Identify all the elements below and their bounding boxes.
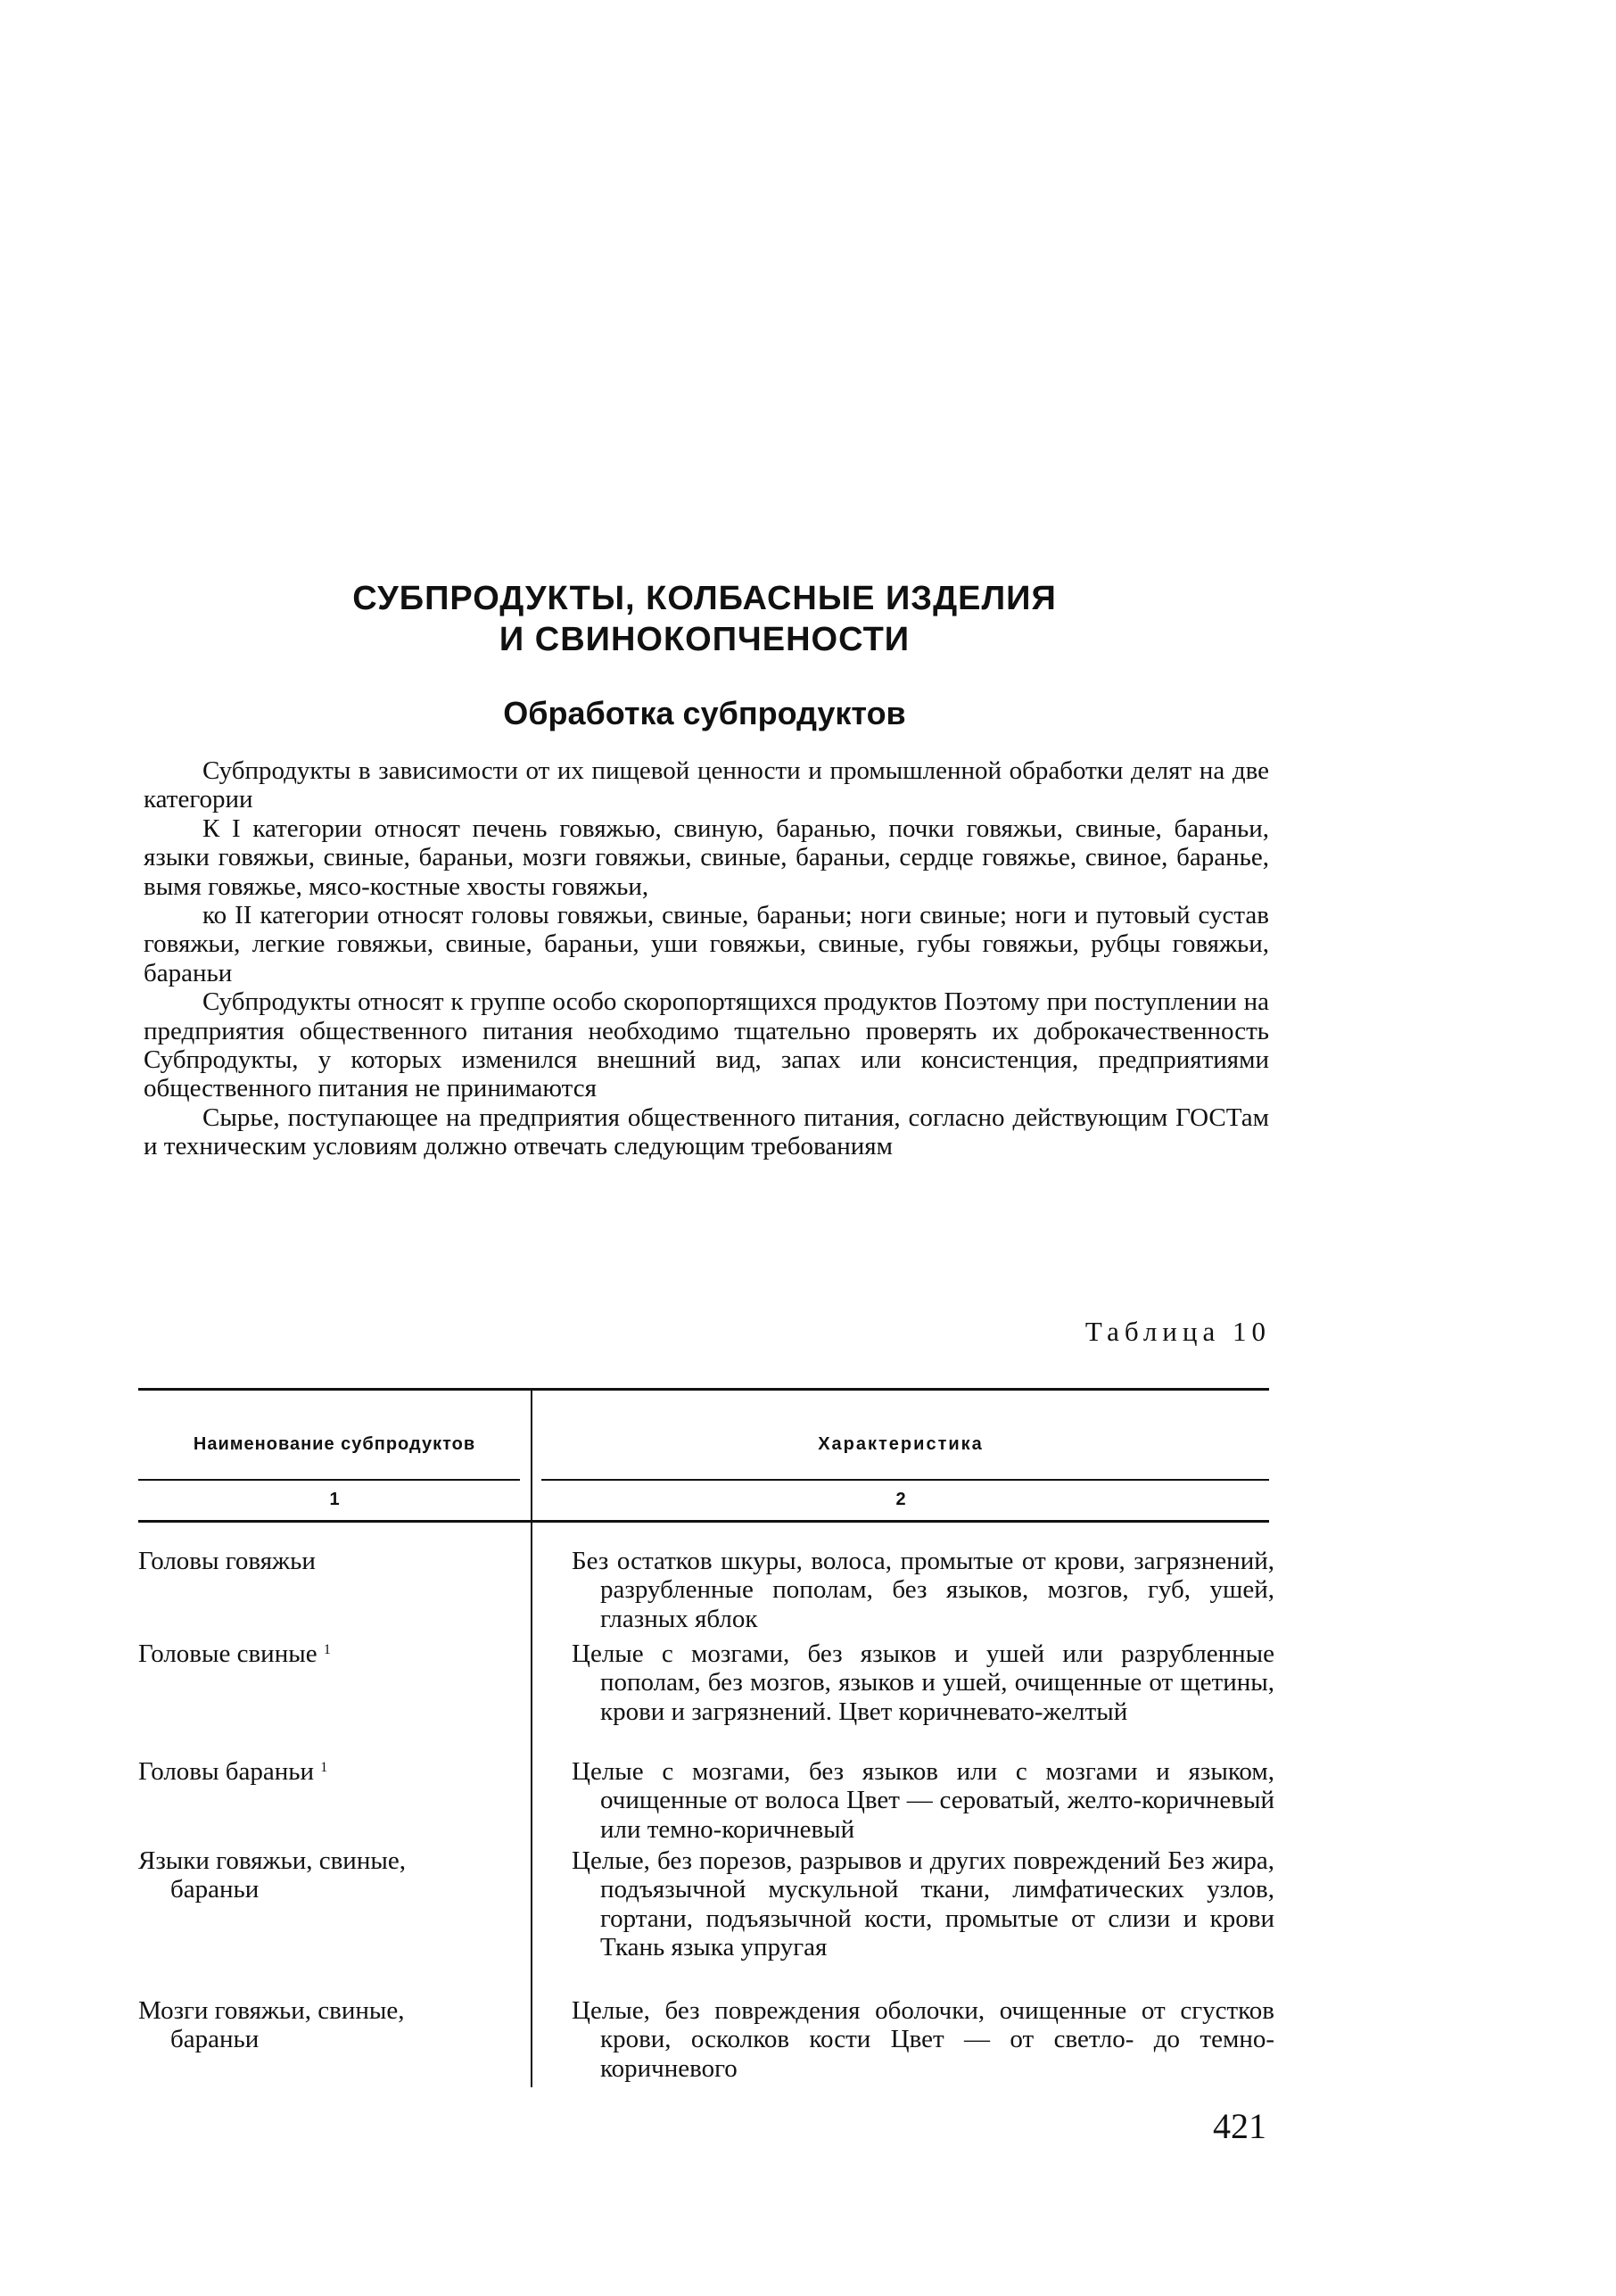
header-rule-left: [138, 1479, 520, 1481]
header-rule-right: [541, 1479, 1269, 1481]
column-number-2: 2: [895, 1490, 906, 1509]
chapter-title-line-1: СУБПРОДУКТЫ, КОЛБАСНЫЕ ИЗДЕЛИЯ: [352, 580, 1057, 617]
footnote-mark: 1: [323, 1642, 331, 1657]
chapter-title: [138, 578, 1271, 660]
row-name: [138, 1757, 495, 1786]
paragraph: К I категории относят печень говяжью, свиную, баранью, почки говяжьи, свиные, бараньи, языки говяжьи, свиные, бараньи, мозги говяжьи, свиные, бараньи, сердце говяжье, свиное, баранье, вымя говяжье, мясо-костные хвосты говяжьи,: [144, 814, 1269, 901]
paragraph: ко II категории относят головы говяжьи, свиные, бараньи; ноги свиные; ноги и путовый сустав говяжьи, легкие говяжьи, свиные, бараньи, уши говяжьи, свиные, губы говяжьи, рубцы говяжьи, бараньи: [144, 901, 1269, 987]
row-name-text: Мозги говяжьи, свиные, бараньи: [138, 1996, 405, 2054]
row-name-text: Языки говяжьи, свиные, бараньи: [138, 1846, 406, 1904]
row-description: Целые с мозгами, без языков или с мозгами и языком, очищенные от волоса Цвет — сероватый, желто-коричневый или темно-коричневый: [572, 1757, 1274, 1844]
table-top-rule: [138, 1388, 1269, 1391]
row-name-text: Головы говяжьи: [138, 1547, 316, 1575]
footnote-mark: 1: [320, 1760, 328, 1775]
row-name-text: Головые свиные: [138, 1639, 317, 1668]
table-caption: Таблица 10: [1084, 1316, 1271, 1347]
row-name: [138, 1846, 495, 1904]
row-description: Целые, без повреждения оболочки, очищенные от сгустков крови, осколков кости Цвет — от светло- до темно-коричневого: [572, 1996, 1274, 2083]
row-description: Без остатков шкуры, волоса, промытые от крови, загрязнений, разрубленные пополам, без языков, мозгов, губ, ушей, глазных яблок: [572, 1547, 1274, 1633]
column-number-rule: [138, 1520, 1269, 1523]
row-name: [138, 1996, 495, 2054]
paragraph: Субпродукты относят к группе особо скоропортящихся продуктов Поэтому при поступлении на предприятия общественного питания необходимо тщательно проверять их доброкачественность Субпродукты, у которых изменился внешний вид, запах или консистенция, предприятиями общественного питания не принимаются: [144, 987, 1269, 1103]
header-name: Наименование субпродуктов: [193, 1434, 476, 1454]
page-number: 421: [1213, 2106, 1266, 2146]
paragraph: Субпродукты в зависимости от их пищевой ценности и промышленной обработки делят на две категории: [144, 756, 1269, 814]
body-text: [144, 756, 1269, 1161]
header-characteristic: Характеристика: [818, 1434, 984, 1454]
section-title: Обработка субпродуктов: [503, 695, 906, 731]
row-name: [138, 1639, 495, 1668]
row-description: Целые, без порезов, разрывов и других повреждений Без жира, подъязычной мускульной ткани, лимфатических узлов, гортани, подъязычной кости, промытые от слизи и крови Ткань языка упругая: [572, 1846, 1274, 1962]
row-name: [138, 1547, 495, 1575]
chapter-title-line-2: И СВИНОКОПЧЕНОСТИ: [499, 621, 911, 658]
paragraph: Сырье, поступающее на предприятия общественного питания, согласно действующим ГОСТам и техническим условиям должно отвечать следующим требованиям: [144, 1103, 1269, 1161]
row-description: Целые с мозгами, без языков и ушей или разрубленные пополам, без мозгов, языков и ушей, очищенные от щетины, крови и загрязнений. Цвет коричневато-желтый: [572, 1639, 1274, 1726]
column-number-1: 1: [329, 1490, 340, 1509]
row-name-text: Головы бараньи: [138, 1757, 314, 1786]
